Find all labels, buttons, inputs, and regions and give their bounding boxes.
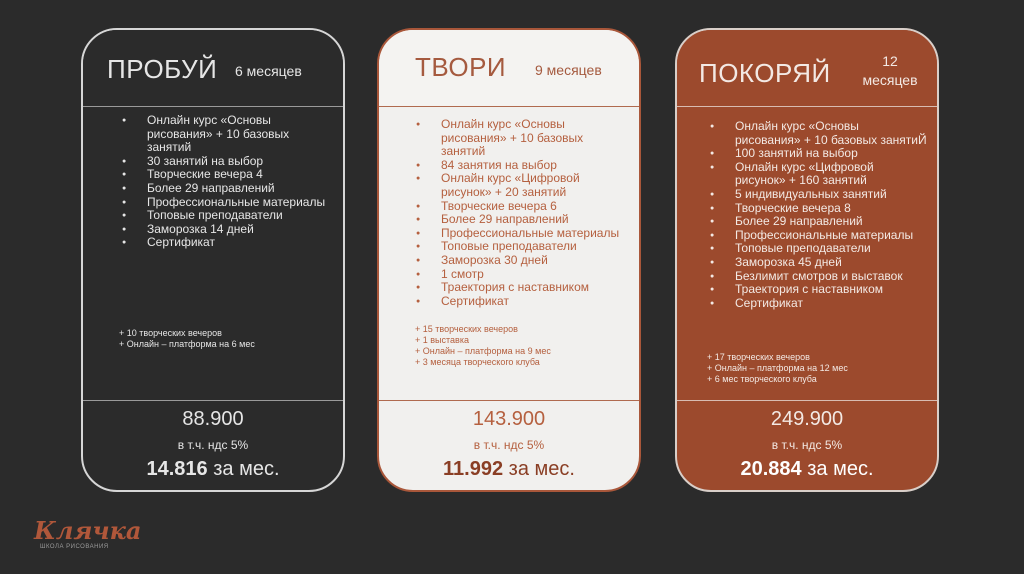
price-divider <box>83 400 343 401</box>
plan-price: 143.900 <box>472 408 546 430</box>
feature-item: ● Заморозка 45 дней <box>735 256 927 270</box>
plan-card-probuy <box>81 28 345 492</box>
feature-item: ● Сертификат <box>441 295 629 309</box>
feature-item: ● Безлимит смотров и выставок <box>735 270 927 284</box>
feature-item: ● Онлайн курс «Основы рисования» + 10 базовых занятий <box>147 114 333 155</box>
plan-header <box>379 30 639 106</box>
extras-list <box>707 352 848 385</box>
feature-item: ● 100 занятий на выбор <box>735 147 927 161</box>
logo-subtitle: ШКОЛА РИСОВАНИЯ <box>40 544 109 550</box>
feature-item: ● Онлайн курс «Основы рисования» + 10 базовых занятиЙ <box>735 120 927 147</box>
plan-monthly <box>677 458 937 481</box>
extra-item: + 17 творческих вечеров <box>707 352 810 362</box>
feature-item: ● Онлайн курс «Основы рисования» + 10 базовых занятий <box>441 118 629 159</box>
feature-item: ● 84 занятия на выбор <box>441 159 629 173</box>
feature-item: ● Более 29 направлений <box>735 215 927 229</box>
monthly-amount: 11.992 <box>443 458 504 480</box>
feature-item: ● Более 29 направлений <box>441 213 629 227</box>
feature-item: ● Сертификат <box>147 236 333 250</box>
monthly-suffix: за мес. <box>213 458 280 480</box>
plan-title: ПОКОРЯЙ <box>699 58 831 88</box>
plan-duration <box>852 52 928 90</box>
feature-item: ● 5 индивидуальных занятий <box>735 188 927 202</box>
plan-header <box>83 30 343 106</box>
plan-monthly <box>379 458 639 481</box>
feature-item: ● Заморозка 14 дней <box>147 223 333 237</box>
extras-list <box>119 328 255 350</box>
extra-item: + 6 мес творческого клуба <box>707 374 817 384</box>
price-divider <box>677 400 937 401</box>
feature-list <box>415 118 629 308</box>
extra-item: + 3 месяца творческого клуба <box>415 357 540 367</box>
extra-item: + 10 творческих вечеров <box>119 328 222 338</box>
feature-item: ● Заморозка 30 дней <box>441 254 629 268</box>
plan-title: ПРОБУЙ <box>107 54 218 84</box>
header-divider <box>379 106 639 107</box>
feature-item: ● Онлайн курс «Цифровой рисунок» + 160 занятий <box>735 161 927 188</box>
brand-logo <box>34 516 142 556</box>
feature-item: ● Творческие вечера 4 <box>147 168 333 182</box>
plan-vat: в т.ч. ндс 5% <box>177 438 249 452</box>
feature-item: ● Более 29 направлений <box>147 182 333 196</box>
plan-vat: в т.ч. ндс 5% <box>771 438 843 452</box>
feature-item: ● 1 смотр <box>441 268 629 282</box>
feature-item: ● Онлайн курс «Цифровой рисунок» + 20 занятий <box>441 172 629 199</box>
plan-monthly <box>83 458 343 481</box>
plan-duration: 9 месяцев <box>535 62 602 78</box>
extras-list <box>415 324 551 368</box>
extra-item: + 1 выставка <box>415 335 469 345</box>
extra-item: + Онлайн – платформа на 9 мес <box>415 346 551 356</box>
feature-item: ● Профессиональные материалы <box>147 196 333 210</box>
price-divider <box>379 400 639 401</box>
feature-item: ● 30 занятий на выбор <box>147 155 333 169</box>
feature-list <box>709 120 927 310</box>
feature-item: ● Творческие вечера 8 <box>735 202 927 216</box>
feature-item: ● Траектория с наставником <box>441 281 629 295</box>
plan-duration: 6 месяцев <box>235 63 302 79</box>
plan-card-tvori <box>377 28 641 492</box>
feature-item: ● Профессиональные материалы <box>735 229 927 243</box>
plan-card-pokoryay <box>675 28 939 492</box>
header-divider <box>83 106 343 107</box>
header-divider <box>677 106 937 107</box>
monthly-suffix: за мес. <box>807 458 874 480</box>
feature-item: ● Творческие вечера 6 <box>441 200 629 214</box>
extra-item: + Онлайн – платформа на 12 мес <box>707 363 848 373</box>
feature-item: ● Сертификат <box>735 297 927 311</box>
monthly-amount: 20.884 <box>740 458 802 480</box>
feature-item: ● Топовые преподаватели <box>735 242 927 256</box>
feature-item: ● Топовые преподаватели <box>147 209 333 223</box>
plan-vat: в т.ч. ндс 5% <box>473 438 545 452</box>
plan-price: 88.900 <box>182 408 244 430</box>
plan-price: 249.900 <box>770 408 844 430</box>
feature-list <box>121 114 333 250</box>
logo-wordmark: Клячка <box>34 516 142 545</box>
feature-item: ● Профессиональные материалы <box>441 227 629 241</box>
monthly-amount: 14.816 <box>146 458 208 480</box>
plan-header <box>677 30 937 106</box>
plan-title: ТВОРИ <box>415 52 507 82</box>
feature-item: ● Топовые преподаватели <box>441 240 629 254</box>
duration-word: месяцев <box>862 72 918 88</box>
extra-item: + 15 творческих вечеров <box>415 324 518 334</box>
monthly-suffix: за мес. <box>508 458 575 480</box>
extra-item: + Онлайн – платформа на 6 мес <box>119 339 255 349</box>
feature-item: ● Траектория с наставником <box>735 283 927 297</box>
duration-number: 12 <box>882 53 898 69</box>
